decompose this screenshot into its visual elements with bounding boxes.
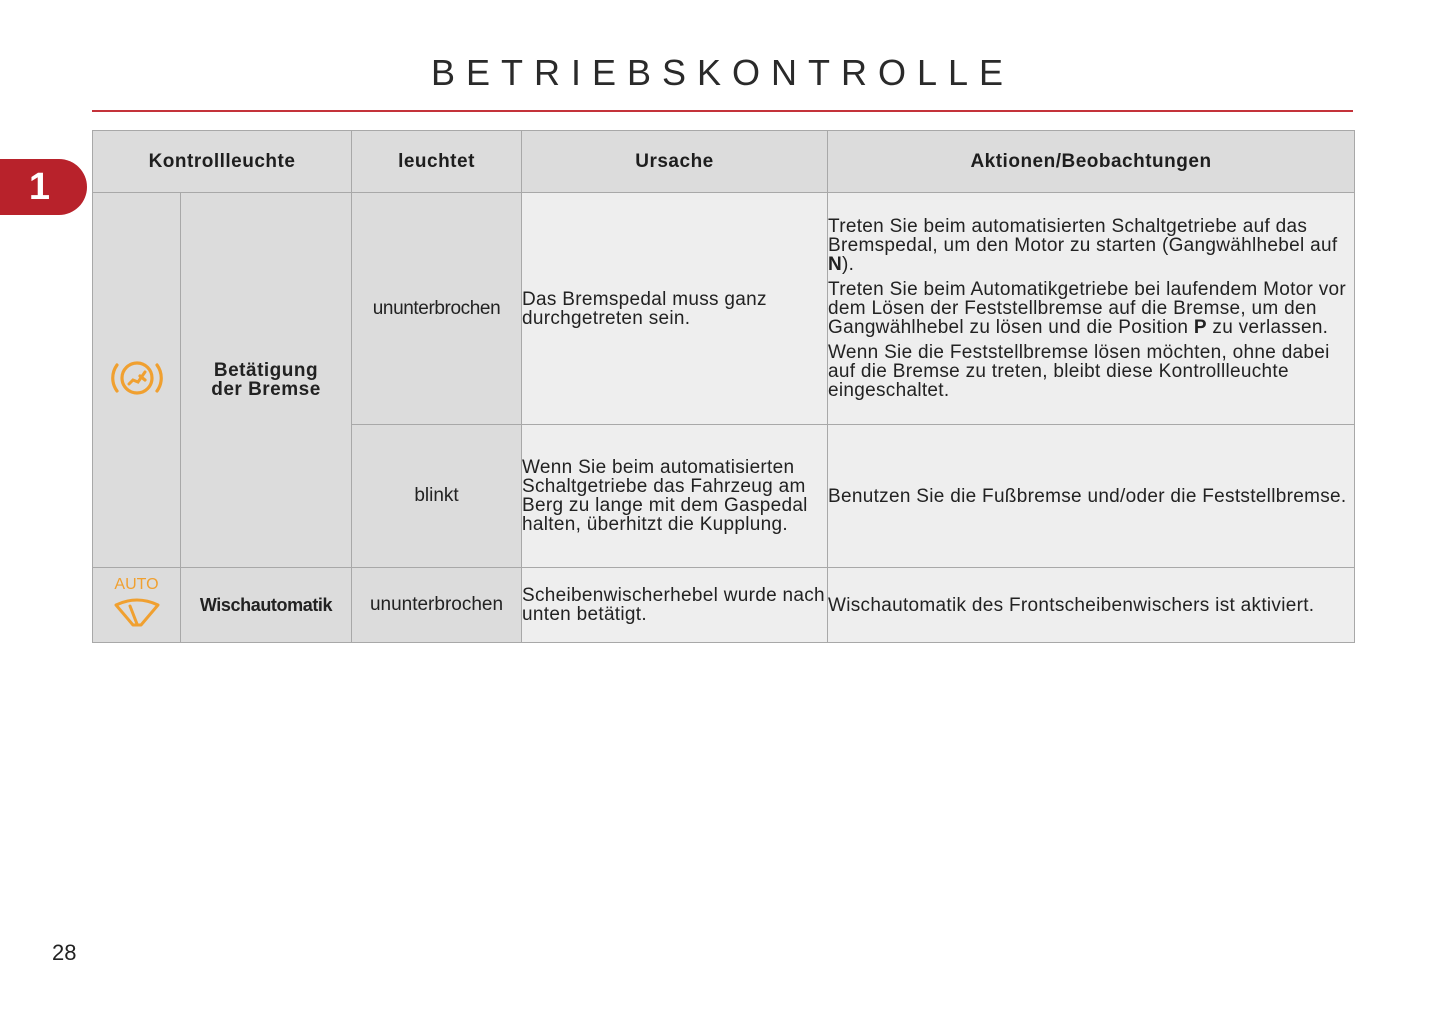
action-paragraph-1: Treten Sie beim automatisierten Schaltgetriebe auf das Bremspedal, um den Motor zu starten (Gangwählhebel auf N). [828,216,1338,275]
title-divider [92,110,1353,112]
page-number: 28 [52,940,77,965]
brake-action-continuous [828,193,1355,425]
wiper-cause [522,568,828,643]
action-text: Wischautomatik des Frontscheibenwischers ist aktiviert. [828,594,1315,616]
brake-icon-cell [93,193,181,568]
brake-lit-blinking [352,425,522,568]
chapter-number: 1 [28,165,51,208]
action-paragraph-2: Treten Sie beim Automatikgetriebe bei laufendem Motor vor dem Lösen der Feststellbremse auf die Bremse, um den Gangwählhebel zu lösen und die Position P zu verlassen. [828,279,1347,338]
cause-text: Wenn Sie beim automatisierten Schaltgetriebe das Fahrzeug am Berg zu lange mit dem Gaspedal halten, überhitzt die Kupplung. [522,457,808,535]
wiper-name: Wischautomatik [199,594,333,615]
header-lamp: Kontrollleuchte [93,131,352,193]
wiper-name-cell [181,568,352,643]
lit-state: blinkt [414,485,459,506]
wiper-action [828,568,1355,643]
page-title: BETRIEBSKONTROLLE [430,52,1015,93]
table-header-row [93,131,1355,193]
auto-label: AUTO [114,575,159,593]
brake-name-line1: Betätigung [213,360,319,381]
brake-name-line2: der Bremse [211,379,321,400]
brake-name-cell [181,193,352,568]
lit-state: ununterbrochen [369,594,504,615]
header-action: Aktionen/Beobachtungen [828,131,1355,193]
cause-text: Das Bremspedal muss ganz durchgetreten sein. [522,288,767,329]
warning-lamp-table [92,130,1355,643]
brake-pedal-warning-icon [107,355,167,401]
brake-lit-continuous [352,193,522,425]
brake-cause-blinking [522,425,828,568]
wiper-icon-cell [93,568,181,643]
brake-cause-continuous [522,193,828,425]
header-lit: leuchtet [352,131,522,193]
lit-state: ununterbrochen [372,297,501,319]
action-paragraph-3: Wenn Sie die Feststellbremse lösen möchten, ohne dabei auf die Bremse zu treten, bleibt diese Kontrollleuchte eingeschaltet. [828,342,1330,401]
table-row [93,568,1355,643]
action-text: Benutzen Sie die Fußbremse und/oder die Feststellbremse. [828,485,1347,507]
cause-text: Scheibenwischerhebel wurde nach unten betätigt. [522,585,825,625]
chapter-tab [0,159,87,215]
auto-wiper-icon [111,593,163,629]
table-row [93,193,1355,425]
brake-action-blinking [828,425,1355,568]
header-cause: Ursache [522,131,828,193]
wiper-lit [352,568,522,643]
